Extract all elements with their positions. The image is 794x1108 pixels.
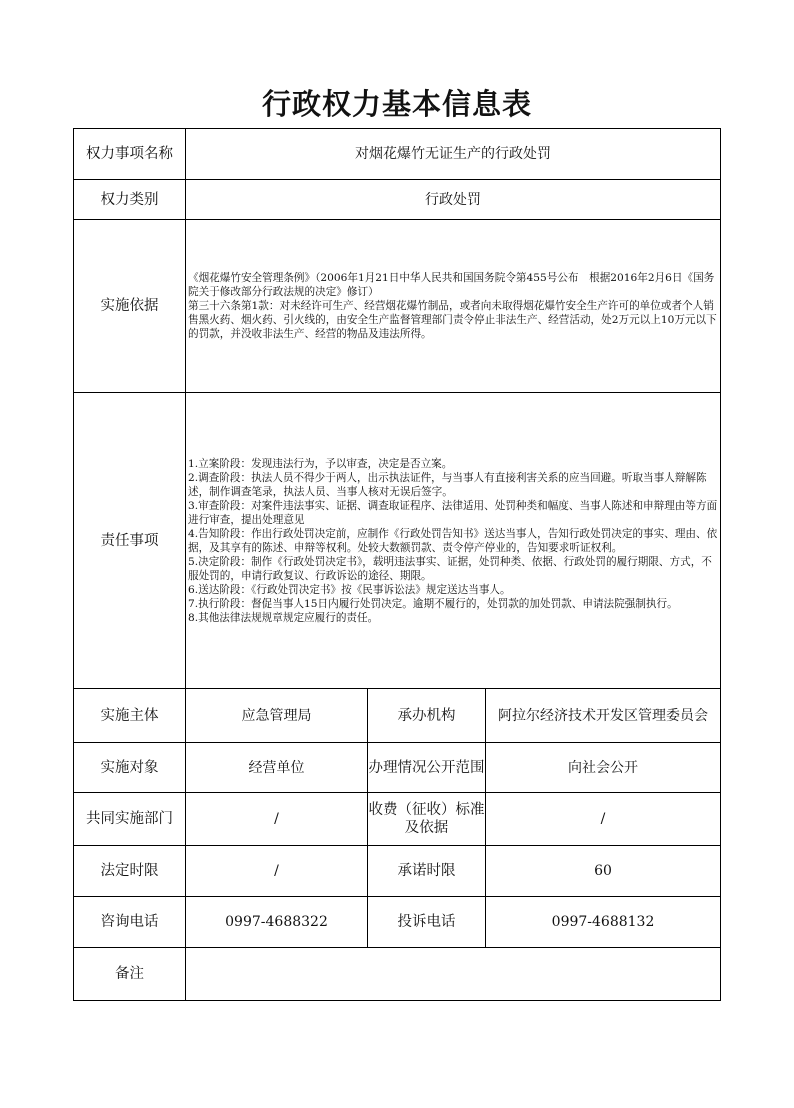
fee-label: 收费（征收）标准及依据 xyxy=(368,793,486,846)
agency-value: 阿拉尔经济技术开发区管理委员会 xyxy=(486,689,721,743)
responsibility-line: 4.告知阶段：作出行政处罚决定前，应制作《行政处罚告知书》送达当事人，告知行政处罚决定的事实、理由、依据，及其享有的陈述、申辩等权利。处较大数额罚款、责令停产停业的，告知要求听证权利。 xyxy=(188,527,718,554)
disclosure-value: 向社会公开 xyxy=(486,743,721,793)
responsibility-line: 7.执行阶段：督促当事人15日内履行处罚决定。逾期不履行的，处罚款的加处罚款、申请法院强制执行。 xyxy=(188,597,678,610)
responsibility-line: 1.立案阶段：发现违法行为，予以审查，决定是否立案。 xyxy=(188,457,453,470)
basis-line: 第三十六条第1款：对未经许可生产、经营烟花爆竹制品，或者向未取得烟花爆竹安全生产许可的单位或者个人销售黑火药、烟火药、引火线的，由安全生产监督管理部门责令停止非法生产、经营活动，处2万元以上10万元以下的罚款，并没收非法生产、经营的物品及违法所得。 xyxy=(188,300,717,340)
category-value: 行政处罚 xyxy=(186,180,721,220)
complaint-phone-value: 0997-4688132 xyxy=(486,897,721,948)
basis-label: 实施依据 xyxy=(74,220,186,393)
disclosure-label: 办理情况公开范围 xyxy=(368,743,486,793)
table-row xyxy=(74,743,721,793)
table-row xyxy=(74,393,721,689)
promised-time-value: 60 xyxy=(486,846,721,897)
agency-label: 承办机构 xyxy=(368,689,486,743)
joint-dept-label: 共同实施部门 xyxy=(74,793,186,846)
responsibility-label: 责任事项 xyxy=(74,393,186,689)
responsibility-line: 3.审查阶段：对案件违法事实、证据、调查取证程序、法律适用、处罚种类和幅度、当事人陈述和申辩理由等方面进行审查，提出处理意见 xyxy=(188,499,718,526)
item-name-value: 对烟花爆竹无证生产的行政处罚 xyxy=(186,129,721,180)
table-row xyxy=(74,129,721,180)
legal-time-label: 法定时限 xyxy=(74,846,186,897)
responsibility-line: 2.调查阶段：执法人员不得少于两人，出示执法证件，与当事人有直接利害关系的应当回避。听取当事人辩解陈述，制作调查笔录，执法人员、当事人核对无误后签字。 xyxy=(188,471,707,498)
legal-time-value: / xyxy=(186,846,368,897)
remark-label: 备注 xyxy=(74,948,186,1001)
table-row xyxy=(74,793,721,846)
consult-phone-value: 0997-4688322 xyxy=(186,897,368,948)
remark-value xyxy=(186,948,721,1001)
info-table xyxy=(73,128,721,1001)
complaint-phone-label: 投诉电话 xyxy=(368,897,486,948)
table-row xyxy=(74,689,721,743)
fee-value: / xyxy=(486,793,721,846)
basis-line: 《烟花爆竹安全管理条例》（2006年1月21日中华人民共和国国务院令第455号公布 根据2016年2月6日《国务院关于修改部分行政法规的决定》修订） xyxy=(188,272,715,298)
item-name-label: 权力事项名称 xyxy=(74,129,186,180)
responsibility-line: 6.送达阶段：《行政处罚决定书》按《民事诉讼法》规定送达当事人。 xyxy=(188,583,511,596)
responsibility-content xyxy=(186,393,721,689)
table-row xyxy=(74,180,721,220)
category-label: 权力类别 xyxy=(74,180,186,220)
table-row xyxy=(74,948,721,1001)
responsibility-line: 5.决定阶段：制作《行政处罚决定书》，载明违法事实、证据，处罚种类、依据、行政处罚的履行期限、方式，不服处罚的，申请行政复议、行政诉讼的途径、期限。 xyxy=(188,555,712,582)
page-title: 行政权力基本信息表 xyxy=(261,87,532,121)
subject-value: 应急管理局 xyxy=(186,689,368,743)
subject-label: 实施主体 xyxy=(74,689,186,743)
table-row xyxy=(74,897,721,948)
table-row xyxy=(74,220,721,393)
joint-dept-value: / xyxy=(186,793,368,846)
table-row xyxy=(74,846,721,897)
consult-phone-label: 咨询电话 xyxy=(74,897,186,948)
promised-time-label: 承诺时限 xyxy=(368,846,486,897)
target-value: 经营单位 xyxy=(186,743,368,793)
basis-content xyxy=(186,220,721,393)
target-label: 实施对象 xyxy=(74,743,186,793)
responsibility-line: 8.其他法律法规规章规定应履行的责任。 xyxy=(188,611,379,624)
